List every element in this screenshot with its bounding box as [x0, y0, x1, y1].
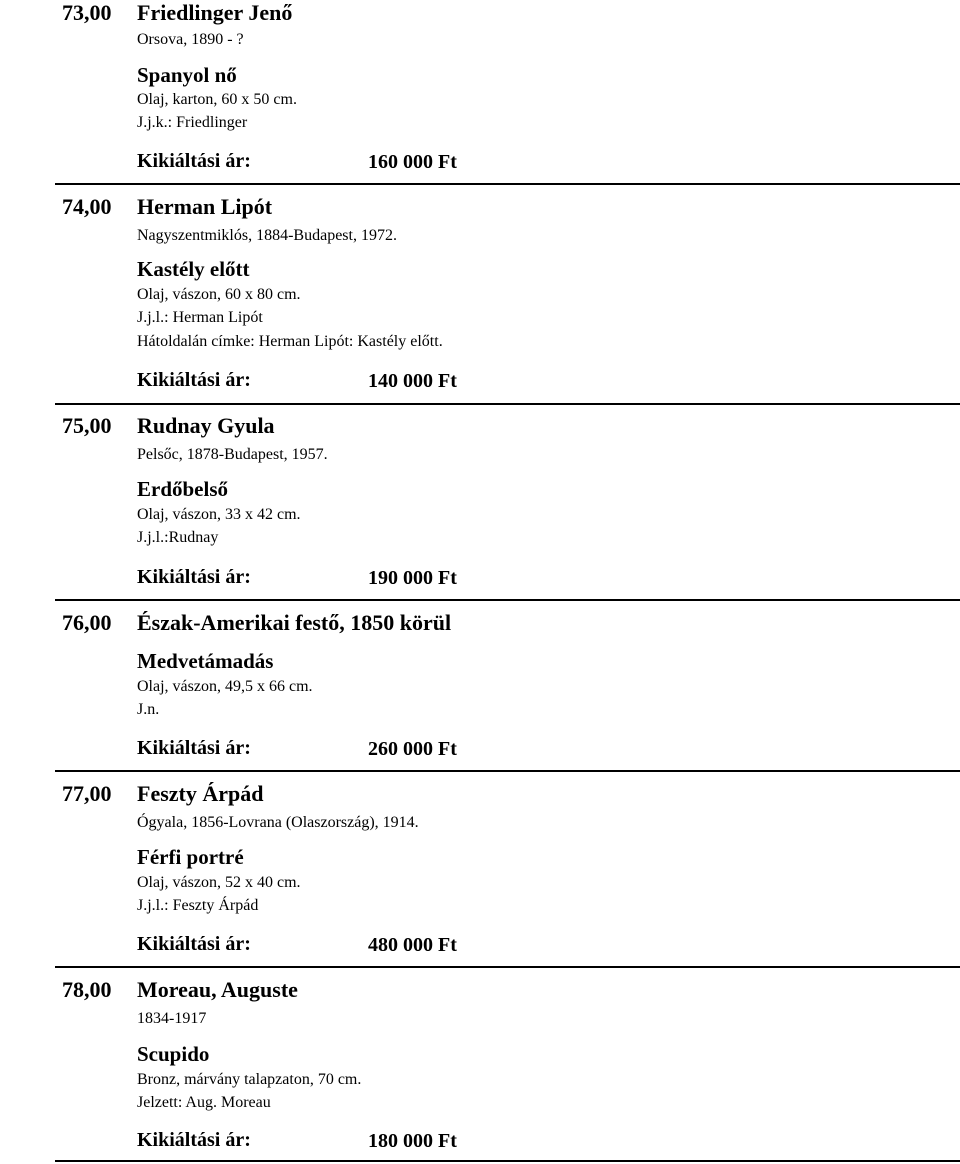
lot-divider: [55, 403, 960, 405]
artist-bio: 1834-1917: [137, 1010, 207, 1027]
artwork-title: Férfi portré: [137, 845, 244, 869]
artist-bio: Orsova, 1890 - ?: [137, 31, 244, 48]
starting-price: 190 000 Ft: [368, 567, 457, 589]
starting-price: 160 000 Ft: [368, 151, 457, 173]
artwork-detail: J.j.k.: Friedlinger: [137, 114, 248, 131]
price-label: Kikiáltási ár:: [137, 369, 251, 391]
lot-number: 73,00: [62, 0, 112, 25]
starting-price: 480 000 Ft: [368, 934, 457, 956]
artwork-detail: J.n.: [137, 701, 160, 718]
artwork-detail: Bronz, márvány talapzaton, 70 cm.: [137, 1071, 362, 1088]
lot-divider: [55, 1160, 960, 1162]
artwork-title: Spanyol nő: [137, 63, 237, 87]
artist-name: Észak-Amerikai festő, 1850 körül: [137, 610, 452, 635]
starting-price: 140 000 Ft: [368, 370, 457, 392]
artwork-detail: J.j.l.: Herman Lipót: [137, 309, 263, 326]
artwork-detail: Olaj, vászon, 33 x 42 cm.: [137, 506, 301, 523]
artist-bio: Pelsőc, 1878-Budapest, 1957.: [137, 446, 328, 463]
artwork-detail: Olaj, vászon, 60 x 80 cm.: [137, 286, 301, 303]
lot-number: 77,00: [62, 781, 112, 806]
starting-price: 260 000 Ft: [368, 738, 457, 760]
price-label: Kikiáltási ár:: [137, 1129, 251, 1151]
artwork-detail: J.j.l.: Feszty Árpád: [137, 897, 259, 914]
artist-bio: Nagyszentmiklós, 1884-Budapest, 1972.: [137, 227, 397, 244]
lot-number: 78,00: [62, 977, 112, 1002]
artist-name: Rudnay Gyula: [137, 413, 275, 438]
lot-number: 76,00: [62, 610, 112, 635]
artist-name: Herman Lipót: [137, 194, 273, 219]
artist-name: Feszty Árpád: [137, 781, 264, 806]
lot-divider: [55, 770, 960, 772]
lot-number: 74,00: [62, 194, 112, 219]
lot-number: 75,00: [62, 413, 112, 438]
starting-price: 180 000 Ft: [368, 1130, 457, 1152]
artist-bio: Ógyala, 1856-Lovrana (Olaszország), 1914.: [137, 814, 419, 831]
artist-name: Moreau, Auguste: [137, 977, 298, 1002]
lot-divider: [55, 966, 960, 968]
artwork-detail: Olaj, vászon, 52 x 40 cm.: [137, 874, 301, 891]
artwork-detail: J.j.l.:Rudnay: [137, 529, 219, 546]
price-label: Kikiáltási ár:: [137, 737, 251, 759]
artwork-title: Medvetámadás: [137, 649, 274, 673]
artwork-detail: Jelzett: Aug. Moreau: [137, 1094, 271, 1111]
lot-divider: [55, 183, 960, 185]
artist-name: Friedlinger Jenő: [137, 0, 293, 25]
artwork-detail: Olaj, karton, 60 x 50 cm.: [137, 91, 297, 108]
artwork-detail: Olaj, vászon, 49,5 x 66 cm.: [137, 678, 313, 695]
price-label: Kikiáltási ár:: [137, 933, 251, 955]
price-label: Kikiáltási ár:: [137, 150, 251, 172]
artwork-detail: Hátoldalán címke: Herman Lipót: Kastély előtt.: [137, 333, 443, 350]
artwork-title: Erdőbelső: [137, 477, 229, 501]
artwork-title: Scupido: [137, 1042, 210, 1066]
price-label: Kikiáltási ár:: [137, 566, 251, 588]
artwork-title: Kastély előtt: [137, 257, 250, 281]
lot-divider: [55, 599, 960, 601]
